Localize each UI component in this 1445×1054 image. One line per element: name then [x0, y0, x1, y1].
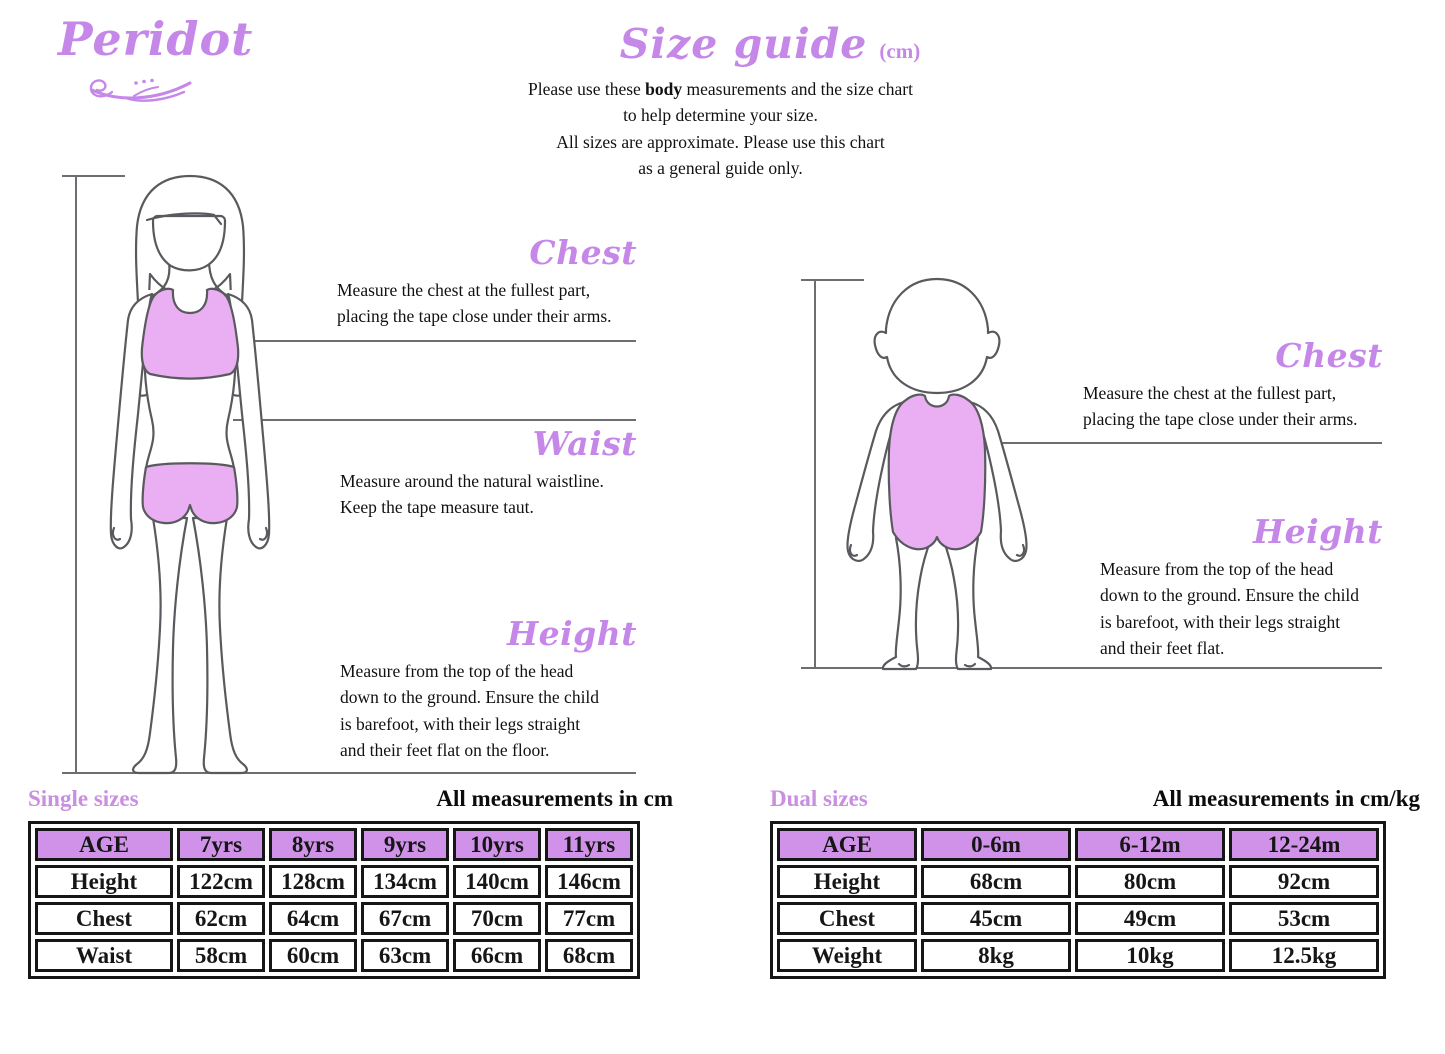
single-sizes-note: All measurements in cm	[436, 786, 673, 811]
title-text: Size guide	[619, 20, 868, 68]
subtitle-line: All sizes are approximate. Please use this chart	[556, 131, 885, 152]
table-cell: 12.5kg	[1229, 939, 1379, 972]
table-header-cell: AGE	[777, 828, 917, 861]
table-cell: 146cm	[545, 865, 633, 898]
table-header-cell: 6-12m	[1075, 828, 1225, 861]
baby-chest-text: Measure the chest at the fullest part, placing the tape close under their arms.	[1083, 383, 1358, 430]
single-sizes-table	[28, 821, 640, 979]
girl-left-leg	[133, 518, 187, 773]
baby-chest-block	[1083, 335, 1383, 433]
table-header-cell: AGE	[35, 828, 173, 861]
girl-figure	[111, 176, 269, 773]
table-row	[777, 939, 1379, 972]
table-row-label: Height	[777, 865, 917, 898]
table-cell: 8kg	[921, 939, 1071, 972]
girl-chest-text: Measure the chest at the fullest part, placing the tape close under their arms.	[337, 280, 612, 327]
baby-right-leg	[943, 538, 991, 669]
table-header-row	[777, 828, 1379, 861]
table-header-cell: 10yrs	[453, 828, 541, 861]
table-cell: 53cm	[1229, 902, 1379, 935]
table-row-label: Height	[35, 865, 173, 898]
table-cell: 92cm	[1229, 865, 1379, 898]
baby-head	[875, 279, 1000, 393]
table-row	[777, 865, 1379, 898]
table-row-label: Chest	[777, 902, 917, 935]
dual-sizes-caption: Dual sizes	[770, 786, 868, 811]
girl-right-leg	[193, 518, 247, 773]
baby-height-text: Measure from the top of the head down to the ground. Ensure the child is barefoot, with their legs straight and their feet flat.	[1100, 559, 1360, 658]
girl-waist-text: Measure around the natural waistline. Keep the tape measure taut.	[340, 471, 604, 518]
table-row-label: Waist	[35, 939, 173, 972]
girl-chest-block	[337, 232, 637, 330]
single-sizes-caption: Single sizes	[28, 786, 139, 811]
table-cell: 66cm	[453, 939, 541, 972]
table-cell: 60cm	[269, 939, 357, 972]
table-cell: 77cm	[545, 902, 633, 935]
table-header-cell: 11yrs	[545, 828, 633, 861]
table-cell: 140cm	[453, 865, 541, 898]
page-subtitle	[423, 76, 1018, 182]
dual-sizes-note: All measurements in cm/kg	[1152, 786, 1420, 811]
table-cell: 45cm	[921, 902, 1071, 935]
title-unit: (cm)	[879, 39, 921, 63]
single-sizes-section	[28, 786, 673, 979]
table-cell: 64cm	[269, 902, 357, 935]
table-cell: 80cm	[1075, 865, 1225, 898]
table-cell: 10kg	[1075, 939, 1225, 972]
page-title	[440, 20, 1100, 68]
girl-height-block	[340, 613, 637, 763]
single-sizes-caption-row	[28, 786, 673, 812]
brand-logo: Peridot	[58, 12, 254, 66]
subtitle-line: Please use these body measurements and the size chart	[528, 79, 913, 99]
table-cell: 134cm	[361, 865, 449, 898]
table-header-row	[35, 828, 633, 861]
dual-sizes-section	[770, 786, 1420, 979]
table-header-cell: 9yrs	[361, 828, 449, 861]
table-cell: 68cm	[545, 939, 633, 972]
table-cell: 68cm	[921, 865, 1071, 898]
logo-flourish-icon	[84, 70, 204, 110]
subtitle-line: as a general guide only.	[638, 158, 803, 179]
table-cell: 49cm	[1075, 902, 1225, 935]
table-row-label: Weight	[777, 939, 917, 972]
table-cell: 70cm	[453, 902, 541, 935]
girl-height-title: Height	[506, 614, 637, 653]
baby-height-title: Height	[1252, 512, 1383, 551]
table-cell: 62cm	[177, 902, 265, 935]
girl-waist-title: Waist	[532, 424, 637, 463]
girl-height-text: Measure from the top of the head down to the ground. Ensure the child is barefoot, with their legs straight and their feet flat on the floor.	[340, 661, 600, 760]
dual-sizes-table	[770, 821, 1386, 979]
table-header-cell: 7yrs	[177, 828, 265, 861]
table-header-cell: 0-6m	[921, 828, 1071, 861]
girl-waist-block	[340, 423, 637, 521]
baby-left-leg	[883, 538, 931, 669]
table-cell: 67cm	[361, 902, 449, 935]
table-row	[35, 902, 633, 935]
table-cell: 122cm	[177, 865, 265, 898]
table-row-label: Chest	[35, 902, 173, 935]
baby-chest-title: Chest	[1275, 336, 1383, 375]
table-cell: 58cm	[177, 939, 265, 972]
girl-chest-title: Chest	[529, 233, 637, 272]
baby-onesie	[889, 395, 986, 550]
baby-figure	[847, 279, 1026, 669]
dual-sizes-caption-row	[770, 786, 1420, 812]
table-header-cell: 8yrs	[269, 828, 357, 861]
table-row	[777, 902, 1379, 935]
table-header-cell: 12-24m	[1229, 828, 1379, 861]
girl-briefs	[143, 463, 238, 523]
baby-height-block	[1100, 511, 1383, 661]
subtitle-line: to help determine your size.	[623, 105, 818, 126]
table-row	[35, 939, 633, 972]
table-row	[35, 865, 633, 898]
table-cell: 128cm	[269, 865, 357, 898]
table-cell: 63cm	[361, 939, 449, 972]
